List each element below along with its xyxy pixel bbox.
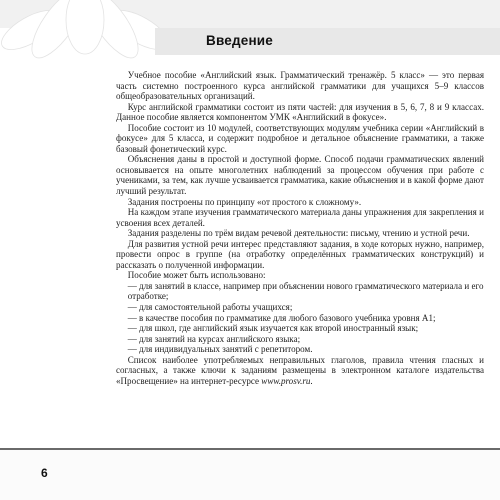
website-link[interactable]: www.prosv.ru (261, 375, 311, 386)
paragraph: Пособие состоит из 10 модулей, соответствующих модулям учебника серии «Английский в фокусе» для 5 класса, и содержит подробное и детальное объяснение грамматики, а также базовый фонетический курс. (116, 122, 484, 154)
paragraph: Пособие может быть использовано: (127, 270, 266, 281)
closing-paragraph (116, 355, 484, 387)
footer-rule (0, 448, 500, 450)
closing-period: . (310, 375, 313, 386)
flower-decoration (0, 0, 170, 60)
paragraph: Курс английской грамматики состоит из пяти частей: для изучения в 5, 6, 7, 8 и 9 классах. Данное пособие является компонентом УМК «Английский в фокусе». (116, 101, 484, 123)
paragraph: Задания разделены по трём видам речевой деятельности: письму, чтению и устной речи. (127, 228, 470, 239)
list-item: — для индивидуальных занятий с репетитором. (127, 344, 313, 355)
paragraph: Учебное пособие «Английский язык. Грамматический тренажёр. 5 класс» — это первая часть системно построенного курса английской грамматики для учащихся 5–9 классов общеобразовательных организаций. (116, 70, 484, 102)
list-item: — для самостоятельной работы учащихся; (127, 302, 293, 313)
page-number: 6 (41, 466, 48, 480)
section-heading: Введение (206, 33, 274, 48)
paragraph: Объяснения даны в простой и доступной форме. Способ подачи грамматических явлений основывается на опыте многолетних наблюдений за процессом обучения при работе с учениками, за тем, как лучше усваивается грамматика, какие объяснения и в какой форме дают лучший результат. (116, 154, 484, 197)
paragraph: Для развития устной речи интерес представляют задания, в ходе которых нужно, например, провести опрос в группе (на отработку определённых грамматических конструкций) и рассказать о полученной информации. (116, 238, 484, 270)
paragraph: На каждом этапе изучения грамматического материала даны упражнения для закрепления и усвоения всех деталей. (116, 207, 484, 228)
paragraph: Задания построены по принципу «от простого к сложному». (127, 196, 362, 207)
list-item: — для занятий на курсах английского языка; (127, 333, 301, 344)
footer-band (0, 450, 500, 500)
list-item: — в качестве пособия по грамматике для любого базового учебника уровня A1; (127, 312, 436, 323)
usage-list (116, 281, 484, 355)
intro-text (116, 70, 484, 440)
list-item: — для занятий в классе, например при объяснении нового грамматического материала и его отработке; (127, 280, 484, 302)
list-item: — для школ, где английский язык изучается как второй иностранный язык; (127, 323, 419, 334)
closing-text: Список наиболее употребляемых неправильных глаголов, правила чтения гласных и согласных, а также ключи к заданиям размещены в электронном каталоге издательства «Просвещение» на интернет-ресурсе (116, 354, 484, 386)
